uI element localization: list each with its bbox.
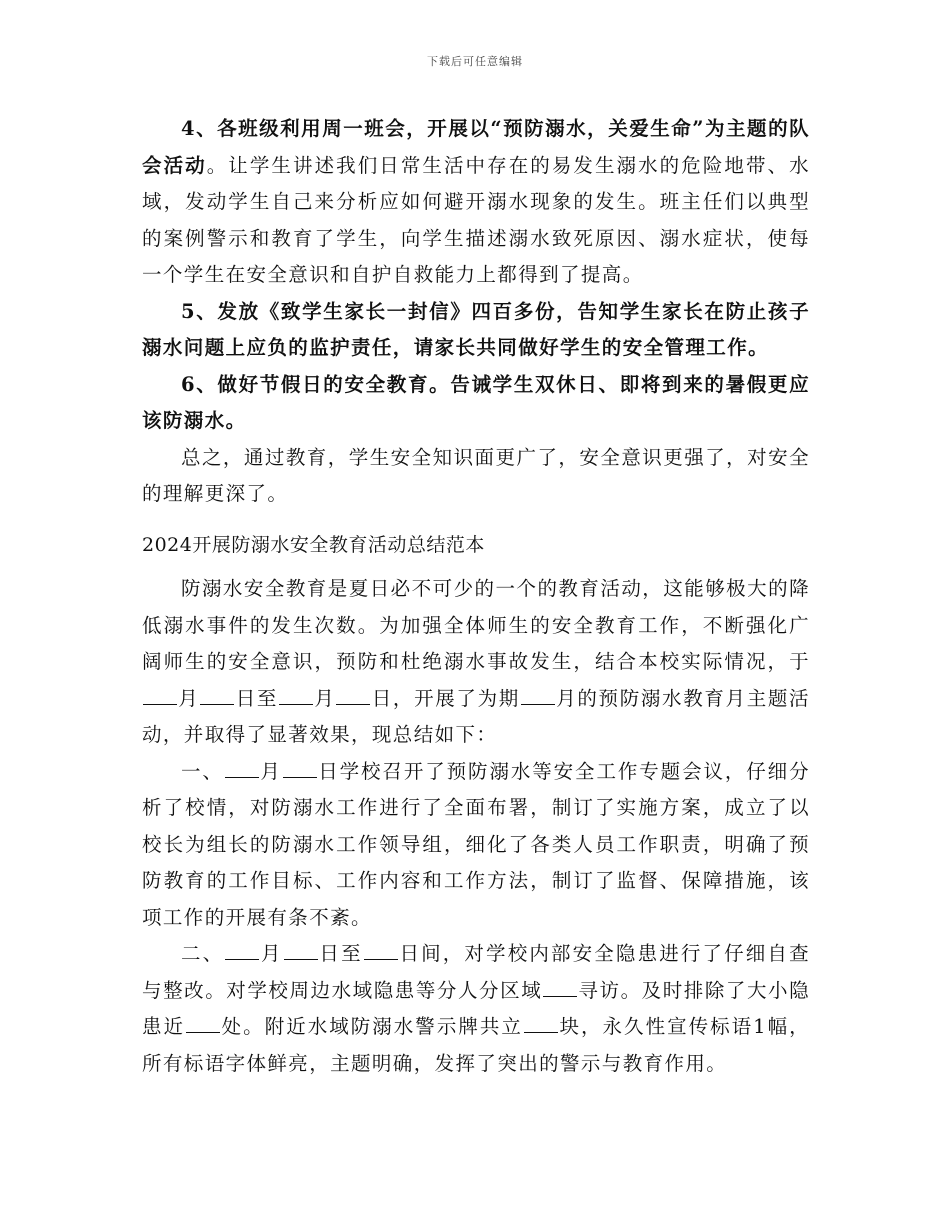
blank-field bbox=[284, 941, 318, 960]
blank-field bbox=[336, 686, 370, 705]
blank-field bbox=[225, 759, 259, 778]
blank-field bbox=[143, 686, 177, 705]
paragraph-two bbox=[142, 936, 810, 1082]
para1-text-a: 一、 bbox=[181, 759, 224, 783]
item-4-paragraph bbox=[142, 111, 810, 294]
item-5-paragraph: 5、发放《致学生家长一封信》四百多份，告知学生家长在防止孩子溺水问题上应负的监护责任，请家长共同做好学生的安全管理工作。 bbox=[142, 299, 810, 359]
para2-text-b: 月 bbox=[260, 942, 283, 965]
intro-paragraph bbox=[142, 571, 810, 754]
para1-text-b: 月 bbox=[259, 759, 282, 783]
item-4-text: 。让学生讲述我们日常生活中存在的易发生溺水的危险地带、水域，发动学生自己来分析应如何避开溺水现象的发生。班主任们以典型的案例警示和教育了学生，向学生描述溺水致死原因、溺水症状，使每一个学生在安全意识和自护自救能力上都得到了提高。 bbox=[142, 153, 811, 286]
page-header: 下载后可任意编辑 bbox=[427, 55, 523, 68]
para2-text-c: 日至 bbox=[318, 942, 363, 965]
para2-text-g: 块，永久性宣传标语1幅，所有标语字体鲜亮，主题明确，发挥了突出的警示与教育作用。 bbox=[142, 1015, 810, 1075]
item-6-paragraph: 6、做好节假日的安全教育。告诫学生双休日、即将到来的暑假更应该防溺水。 bbox=[142, 372, 810, 432]
blank-field bbox=[200, 686, 234, 705]
item-4-heading: 4、各班级利用周一班会，开展以“预防溺水，关爱生命”为主题的队会活动 bbox=[142, 117, 810, 177]
blank-field bbox=[521, 686, 555, 705]
blank-field bbox=[283, 759, 317, 778]
document-body bbox=[142, 111, 810, 1082]
para2-text-a: 二、 bbox=[181, 942, 225, 965]
para2-text-d: 日间，对学校内部安全隐患进行了仔细自查与整改。对学校周边水域隐患等分人分区域 bbox=[142, 942, 810, 1002]
para2-text-e: 寻访。及时排除了大小隐患近 bbox=[142, 978, 810, 1038]
intro-text-b: 月 bbox=[178, 686, 200, 710]
blank-field bbox=[524, 1014, 558, 1033]
intro-text-e: 日，开展了为期 bbox=[371, 686, 520, 710]
blank-field bbox=[225, 941, 259, 960]
para1-text-c: 日学校召开了预防溺水等安全工作专题会议，仔细分析了校情，对防溺水工作进行了全面布署，制订了实施方案，成立了以校长为组长的防溺水工作领导组，细化了各类人员工作职责，明确了预防教育的工作目标、工作内容和工作方法，制订了监督、保障措施，该项工作的开展有条不紊。 bbox=[142, 759, 810, 929]
intro-text-c: 日至 bbox=[235, 686, 279, 710]
blank-field bbox=[543, 978, 577, 997]
intro-text-d: 月 bbox=[314, 686, 336, 710]
blank-field bbox=[364, 941, 398, 960]
intro-text-a: 防溺水安全教育是夏日必不可少的一个的教育活动，这能够极大的降低溺水事件的发生次数。为加强全体师生的安全教育工作，不断强化广阔师生的安全意识，预防和杜绝溺水事故发生，结合本校实际情况，于 bbox=[142, 577, 810, 673]
paragraph-one bbox=[142, 754, 810, 937]
blank-field bbox=[186, 1014, 220, 1033]
section-title: 2024开展防溺水安全教育活动总结范本 bbox=[142, 533, 485, 556]
conclusion-paragraph: 总之，通过教育，学生安全知识面更广了，安全意识更强了，对安全的理解更深了。 bbox=[142, 445, 810, 505]
para2-text-f: 处。附近水域防溺水警示牌共立 bbox=[221, 1015, 523, 1038]
blank-field bbox=[279, 686, 313, 705]
intro-text-f: 月的预防溺水教育月主题活动，并取得了显著效果，现总结如下： bbox=[142, 686, 810, 746]
